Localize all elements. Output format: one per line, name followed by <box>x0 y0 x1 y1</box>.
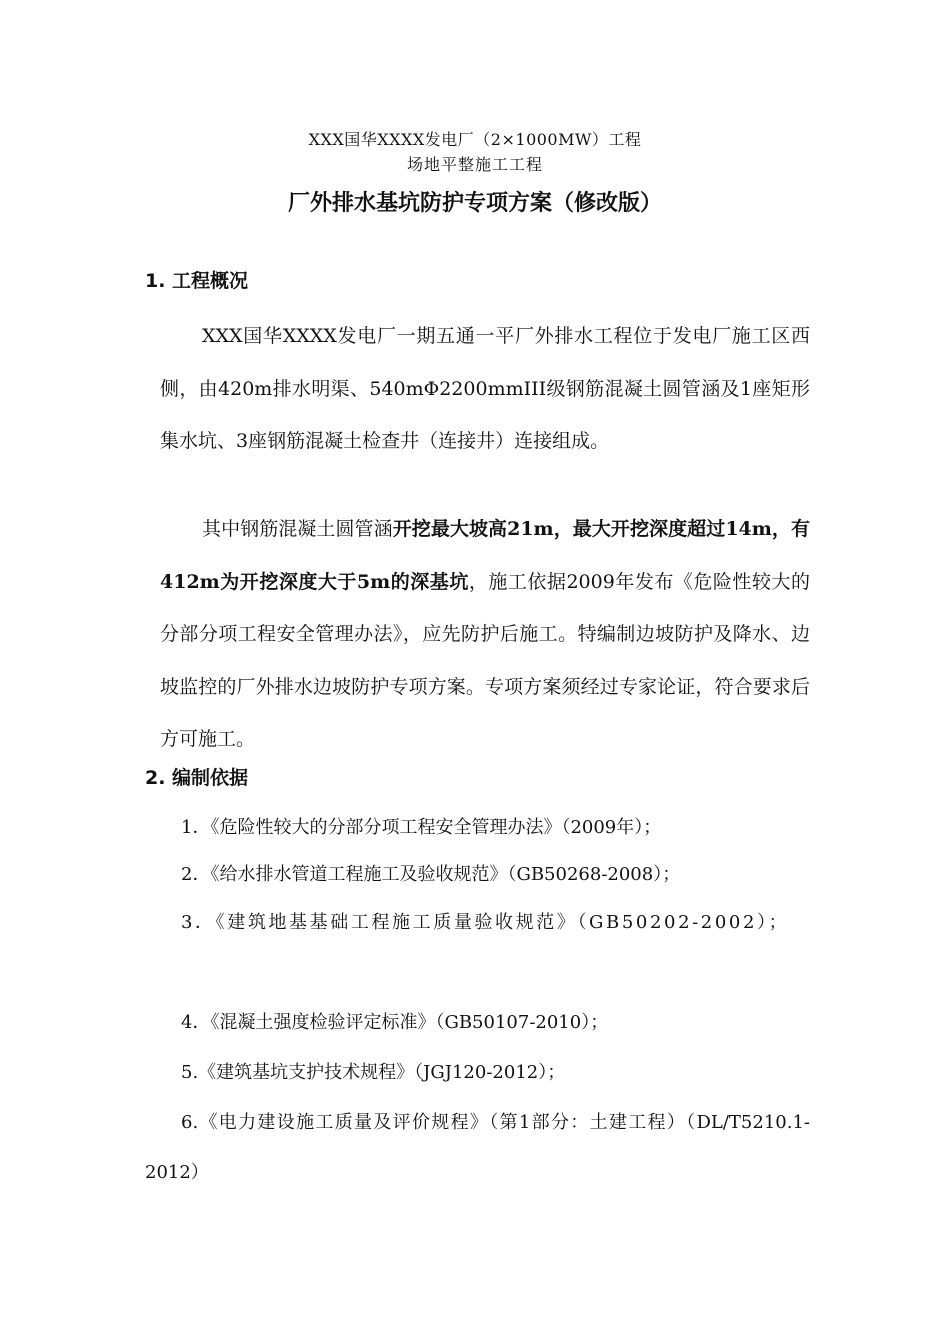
reference-item: 3．《建筑地基基础工程施工质量验收规范》（GB50202-2002）； <box>181 912 790 933</box>
overview-paragraph-2 <box>160 503 810 766</box>
section-heading-basis: 2. 编制依据 <box>145 767 249 789</box>
reference-item: 5.《建筑基坑支护技术规程》（JGJ120-2012）； <box>181 1062 566 1083</box>
reference-item: 4．《混凝土强度检验评定标准》（GB50107-2010）； <box>181 1012 609 1033</box>
paragraph-2-prefix: 其中钢筋混凝土圆管涵 <box>202 518 393 540</box>
paragraph-2-bold-emphasis: 开挖最大坡高21m，最大开挖深度超过14m，有412m为开挖深度大于5m的深基坑 <box>160 518 810 593</box>
section-heading-overview: 1. 工程概况 <box>145 270 249 292</box>
document-title: 厂外排水基坑防护专项方案（修改版） <box>287 191 662 216</box>
subproject-name-line: 场地平整施工工程 <box>406 155 543 174</box>
project-name-line: XXX国华XXXX发电厂（2×1000MW）工程 <box>308 130 642 149</box>
reference-item: 1．《危险性较大的分部分项工程安全管理办法》（2009年）； <box>181 817 662 838</box>
overview-paragraph-1: XXX国华XXXX发电厂一期五通一平厂外排水工程位于发电厂施工区西侧，由420m排水明渠、540mΦ2200mmIII级钢筋混凝土圆管涵及1座矩形集水坑、3座钢筋混凝土检查井（连接井）连接组成。 <box>160 325 810 452</box>
paragraph-2-suffix: ，施工依据2009年发布《危险性较大的分部分项工程安全管理办法》，应先防护后施工。特编制边坡防护及降水、边坡监控的厂外排水边坡防护专项方案。专项方案须经过专家论证，符合要求后方可施工。 <box>160 570 810 750</box>
reference-item: 6.《电力建设施工质量及评价规程》（第1部分：土建工程）（DL/T5210.1-2012） <box>145 1112 810 1183</box>
reference-item: 2．《给水排水管道工程施工及验收规范》（GB50268-2008）； <box>181 864 681 885</box>
